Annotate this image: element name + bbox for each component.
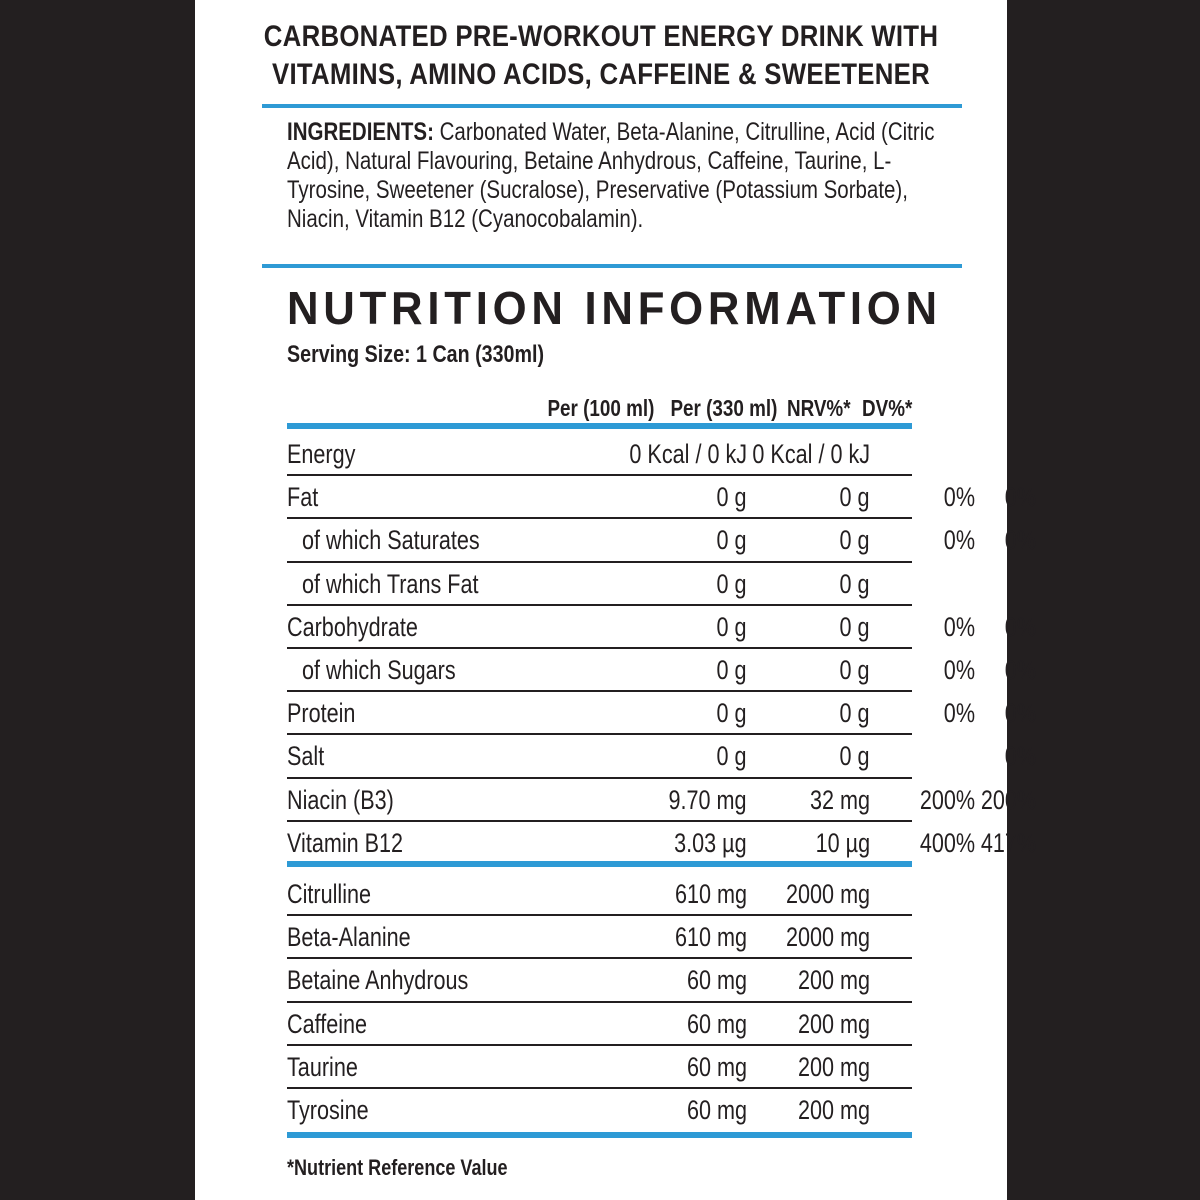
table-row (287, 821, 1036, 864)
nutrient-name: Fat (287, 482, 319, 513)
value-per-330ml: 0 g (839, 698, 870, 729)
value-per-330ml: 200 mg (797, 1095, 870, 1125)
ingredients-text (287, 118, 935, 234)
table-row (287, 648, 1036, 691)
value-dv-percent: 0% (1004, 525, 1036, 556)
column-header-nrv: NRV%* (787, 395, 851, 421)
value-per-330ml: 32 mg (809, 784, 870, 815)
nutrient-name: of which Saturates (302, 525, 480, 556)
value-per-100ml: 0 g (716, 611, 747, 642)
heading-line-1: CARBONATED PRE-WORKOUT ENERGY DRINK WITH (263, 20, 939, 53)
value-dv-percent: 0% (1004, 655, 1036, 685)
table-row (287, 605, 1036, 648)
nutrient-name: Protein (287, 698, 356, 729)
label-panel (195, 0, 1036, 1200)
value-per-330ml: 0 g (839, 741, 870, 772)
value-per-100ml: 60 mg (686, 965, 747, 996)
column-header-dv: DV%* (861, 395, 912, 421)
table-row (287, 1088, 912, 1131)
table-row (287, 475, 1036, 518)
table-bottom-rule (287, 1132, 912, 1138)
value-per-330ml: 0 g (839, 655, 870, 685)
value-per-330ml: 10 µg (815, 827, 870, 858)
table-row (287, 691, 1036, 734)
value-per-330ml: 0 g (839, 568, 870, 599)
table-row (287, 1002, 912, 1045)
value-per-330ml: 0 g (839, 525, 870, 556)
table-row (287, 778, 1036, 821)
column-header-per-330: Per (330 ml) (670, 395, 777, 421)
value-per-100ml: 3.03 µg (674, 827, 747, 858)
table-row (287, 1045, 912, 1088)
value-per-100ml: 0 g (716, 482, 747, 513)
footnote: *Nutrient Reference Value (287, 1155, 508, 1180)
ingredients-list: Carbonated Water, Beta-Alanine, Citrulline, Acid (Citric Acid), Natural Flavouring, Betaine Anhydrous, Caffeine, Taurine, L-Tyrosine, Sweetener (Sucralose), Preservative (Potassium Sorbate), Niacin, Vitamin B12 (Cyanocobalamin). (287, 118, 935, 233)
value-per-100ml: 0 g (716, 525, 747, 556)
value-nrv-percent: 0% (943, 611, 975, 642)
nutrient-name: Tyrosine (287, 1095, 369, 1125)
section-rule (287, 861, 912, 867)
value-per-330ml: 2000 mg (785, 922, 870, 953)
value-per-330ml: 2000 mg (785, 879, 870, 909)
nutrient-name: of which Trans Fat (302, 568, 479, 599)
value-per-100ml: 9.70 mg (668, 784, 747, 815)
value-nrv-percent: 0% (943, 525, 975, 556)
table-row (287, 432, 912, 475)
value-per-330ml: 0 g (839, 611, 870, 642)
column-header-per-100: Per (100 ml) (547, 395, 654, 421)
value-dv-percent: 0% (1004, 741, 1036, 772)
table-row (287, 915, 912, 958)
nutrient-name: Betaine Anhydrous (287, 965, 469, 996)
value-per-330ml: 0 Kcal / 0 kJ (752, 439, 870, 469)
value-per-100ml: 0 g (716, 741, 747, 772)
nutrient-name: Beta-Alanine (287, 922, 411, 953)
value-per-100ml: 60 mg (686, 1051, 747, 1082)
value-dv-percent: 0% (1004, 482, 1036, 513)
nutrient-name: Vitamin B12 (287, 827, 404, 858)
nutrient-name: Citrulline (287, 879, 372, 909)
table-row (287, 518, 1036, 561)
heading-line-2: VITAMINS, AMINO ACIDS, CAFFEINE & SWEETENER (271, 58, 931, 91)
value-per-100ml: 0 g (716, 568, 747, 599)
value-per-100ml: 0 g (716, 698, 747, 729)
nutrient-name: Taurine (287, 1051, 358, 1082)
value-dv-percent: 200% (980, 784, 1036, 815)
nutrient-name: Niacin (B3) (287, 784, 394, 815)
value-per-100ml: 610 mg (674, 922, 747, 953)
table-row (287, 734, 1036, 777)
value-nrv-percent: 0% (943, 655, 975, 685)
nutrient-name: Energy (287, 439, 356, 469)
table-top-rule (287, 423, 912, 429)
nutrient-name: of which Sugars (302, 655, 456, 685)
table-row (287, 872, 912, 915)
product-heading (252, 18, 950, 94)
serving-size: Serving Size: 1 Can (330ml) (287, 341, 545, 368)
value-dv-percent: 0% (1004, 698, 1036, 729)
value-per-330ml: 0 g (839, 482, 870, 513)
ingredients-label: INGREDIENTS: (287, 118, 434, 146)
value-nrv-percent: 400% (919, 827, 975, 858)
value-per-330ml: 200 mg (797, 965, 870, 996)
value-per-100ml: 610 mg (674, 879, 747, 909)
value-per-100ml: 60 mg (686, 1095, 747, 1125)
value-nrv-percent: 200% (919, 784, 975, 815)
nutrition-title: NUTRITION INFORMATION (287, 282, 942, 334)
nutrient-name: Caffeine (287, 1008, 368, 1039)
value-per-100ml: 0 Kcal / 0 kJ (629, 439, 747, 469)
value-per-330ml: 200 mg (797, 1008, 870, 1039)
value-nrv-percent: 0% (943, 482, 975, 513)
table-row (287, 958, 912, 1001)
value-dv-percent: 417% (980, 827, 1036, 858)
value-per-100ml: 60 mg (686, 1008, 747, 1039)
table-row (287, 562, 912, 605)
divider-top (262, 104, 962, 108)
value-per-330ml: 200 mg (797, 1051, 870, 1082)
value-dv-percent: 0% (1004, 611, 1036, 642)
divider-middle (262, 264, 962, 268)
nutrient-name: Salt (287, 741, 325, 772)
value-nrv-percent: 0% (943, 698, 975, 729)
nutrient-name: Carbohydrate (287, 611, 418, 642)
value-per-100ml: 0 g (716, 655, 747, 685)
